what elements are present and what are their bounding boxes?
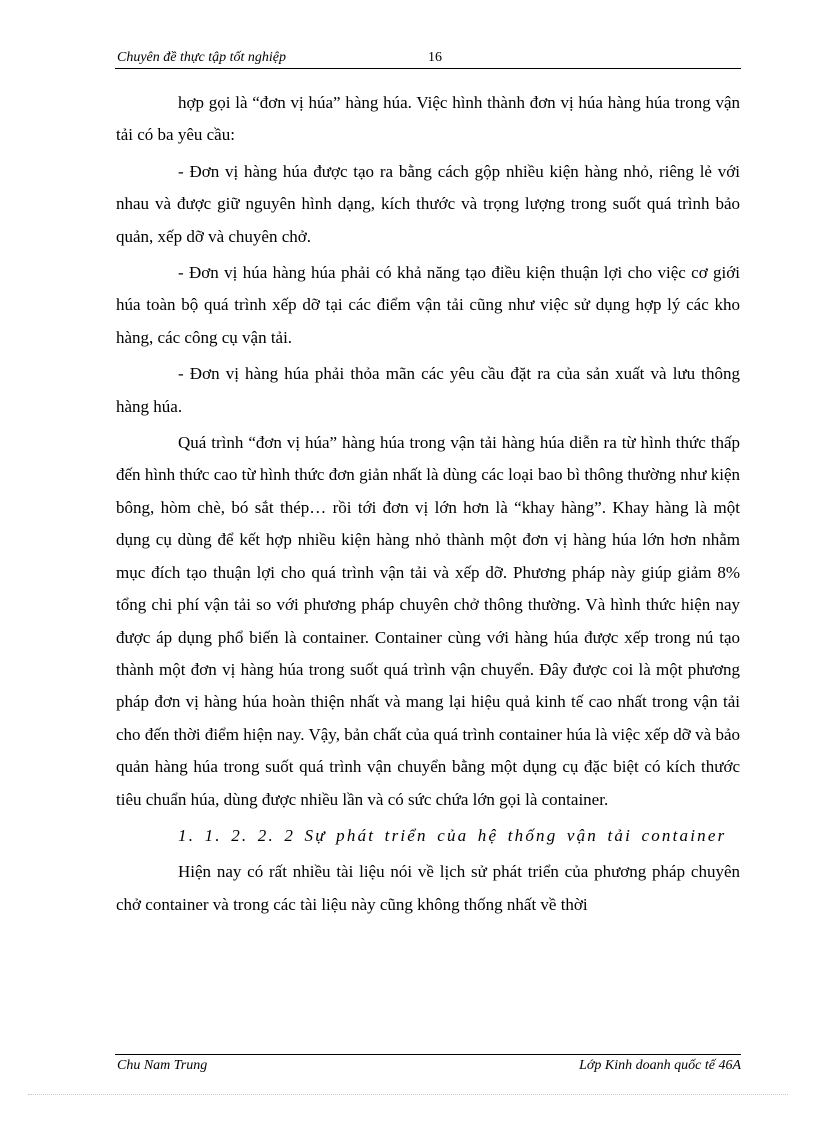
page-edge-divider xyxy=(28,1094,788,1095)
body-text xyxy=(116,87,740,925)
footer-class: Lớp Kinh doanh quốc tế 46A xyxy=(579,1058,741,1073)
section-heading: 1. 1. 2. 2. 2 Sự phát triển của hệ thống vận tải container xyxy=(178,825,727,845)
header-rule xyxy=(115,68,741,69)
footer-author: Chu Nam Trung xyxy=(117,1058,208,1073)
paragraph-closing: Hiện nay có rất nhiều tài liệu nói về lịch sử phát triển của phương pháp chuyên chở container và trong các tài liệu này cũng không thống nhất về thời xyxy=(116,862,740,914)
footer-rule xyxy=(115,1054,741,1055)
paragraph-requirement-1: - Đơn vị hàng húa được tạo ra bằng cách gộp nhiều kiện hàng nhỏ, riêng lẻ với nhau và được giữ nguyên hình dạng, kích thước và trọng lượng trong suốt quá trình bảo quản, xếp dỡ và chuyên chở. xyxy=(116,161,740,246)
paragraph-intro: hợp gọi là “đơn vị húa” hàng húa. Việc hình thành đơn vị húa hàng húa trong vận tải có ba yêu cầu: xyxy=(116,93,740,145)
page-header xyxy=(115,50,741,68)
paragraph-process: Quá trình “đơn vị húa” hàng húa trong vận tải hàng húa diễn ra từ hình thức thấp đến hình thức cao từ hình thức đơn giản nhất là dùng các loại bao bì thông thường như kiện bông, hòm chè, bó sắt thép… rồi tới đơn vị lớn hơn là “khay hàng”. Khay hàng là một dụng cụ dùng để kết hợp nhiều kiện hàng nhỏ thành một đơn vị hàng húa lớn hơn nhằm mục đích tạo thuận lợi cho quá trình vận tải và xếp dỡ. Phương pháp này giúp giảm 8% tổng chi phí vận tải so với phương pháp chuyên chở thông thường. Và hình thức hiện nay được áp dụng phổ biến là container. Container cùng với hàng húa được xếp trong nú tạo thành một đơn vị hàng húa trong suốt quá trình vận chuyển. Đây được coi là một phương pháp đơn vị hàng húa hoàn thiện nhất và mang lại hiệu quả kinh tế cao nhất trong vận tải cho đến thời điểm hiện nay. Vậy, bản chất của quá trình container húa là việc xếp dỡ và bảo quản hàng húa trong suốt quá trình vận chuyển bằng một dụng cụ đặc biệt có kích thước tiêu chuẩn húa, dùng được nhiều lần và có sức chứa lớn gọi là container. xyxy=(116,433,740,809)
paragraph-requirement-2: - Đơn vị húa hàng húa phải có khả năng tạo điều kiện thuận lợi cho việc cơ giới húa toàn bộ quá trình xếp dỡ tại các điểm vận tải cũng như việc sử dụng hợp lý các kho hàng, các công cụ vận tải. xyxy=(116,263,740,347)
header-title: Chuyên đề thực tập tốt nghiệp xyxy=(117,50,286,65)
paragraph-requirement-3: - Đơn vị hàng húa phải thỏa mãn các yêu cầu đặt ra của sản xuất và lưu thông hàng húa. xyxy=(116,364,740,416)
page-number: 16 xyxy=(428,50,442,65)
